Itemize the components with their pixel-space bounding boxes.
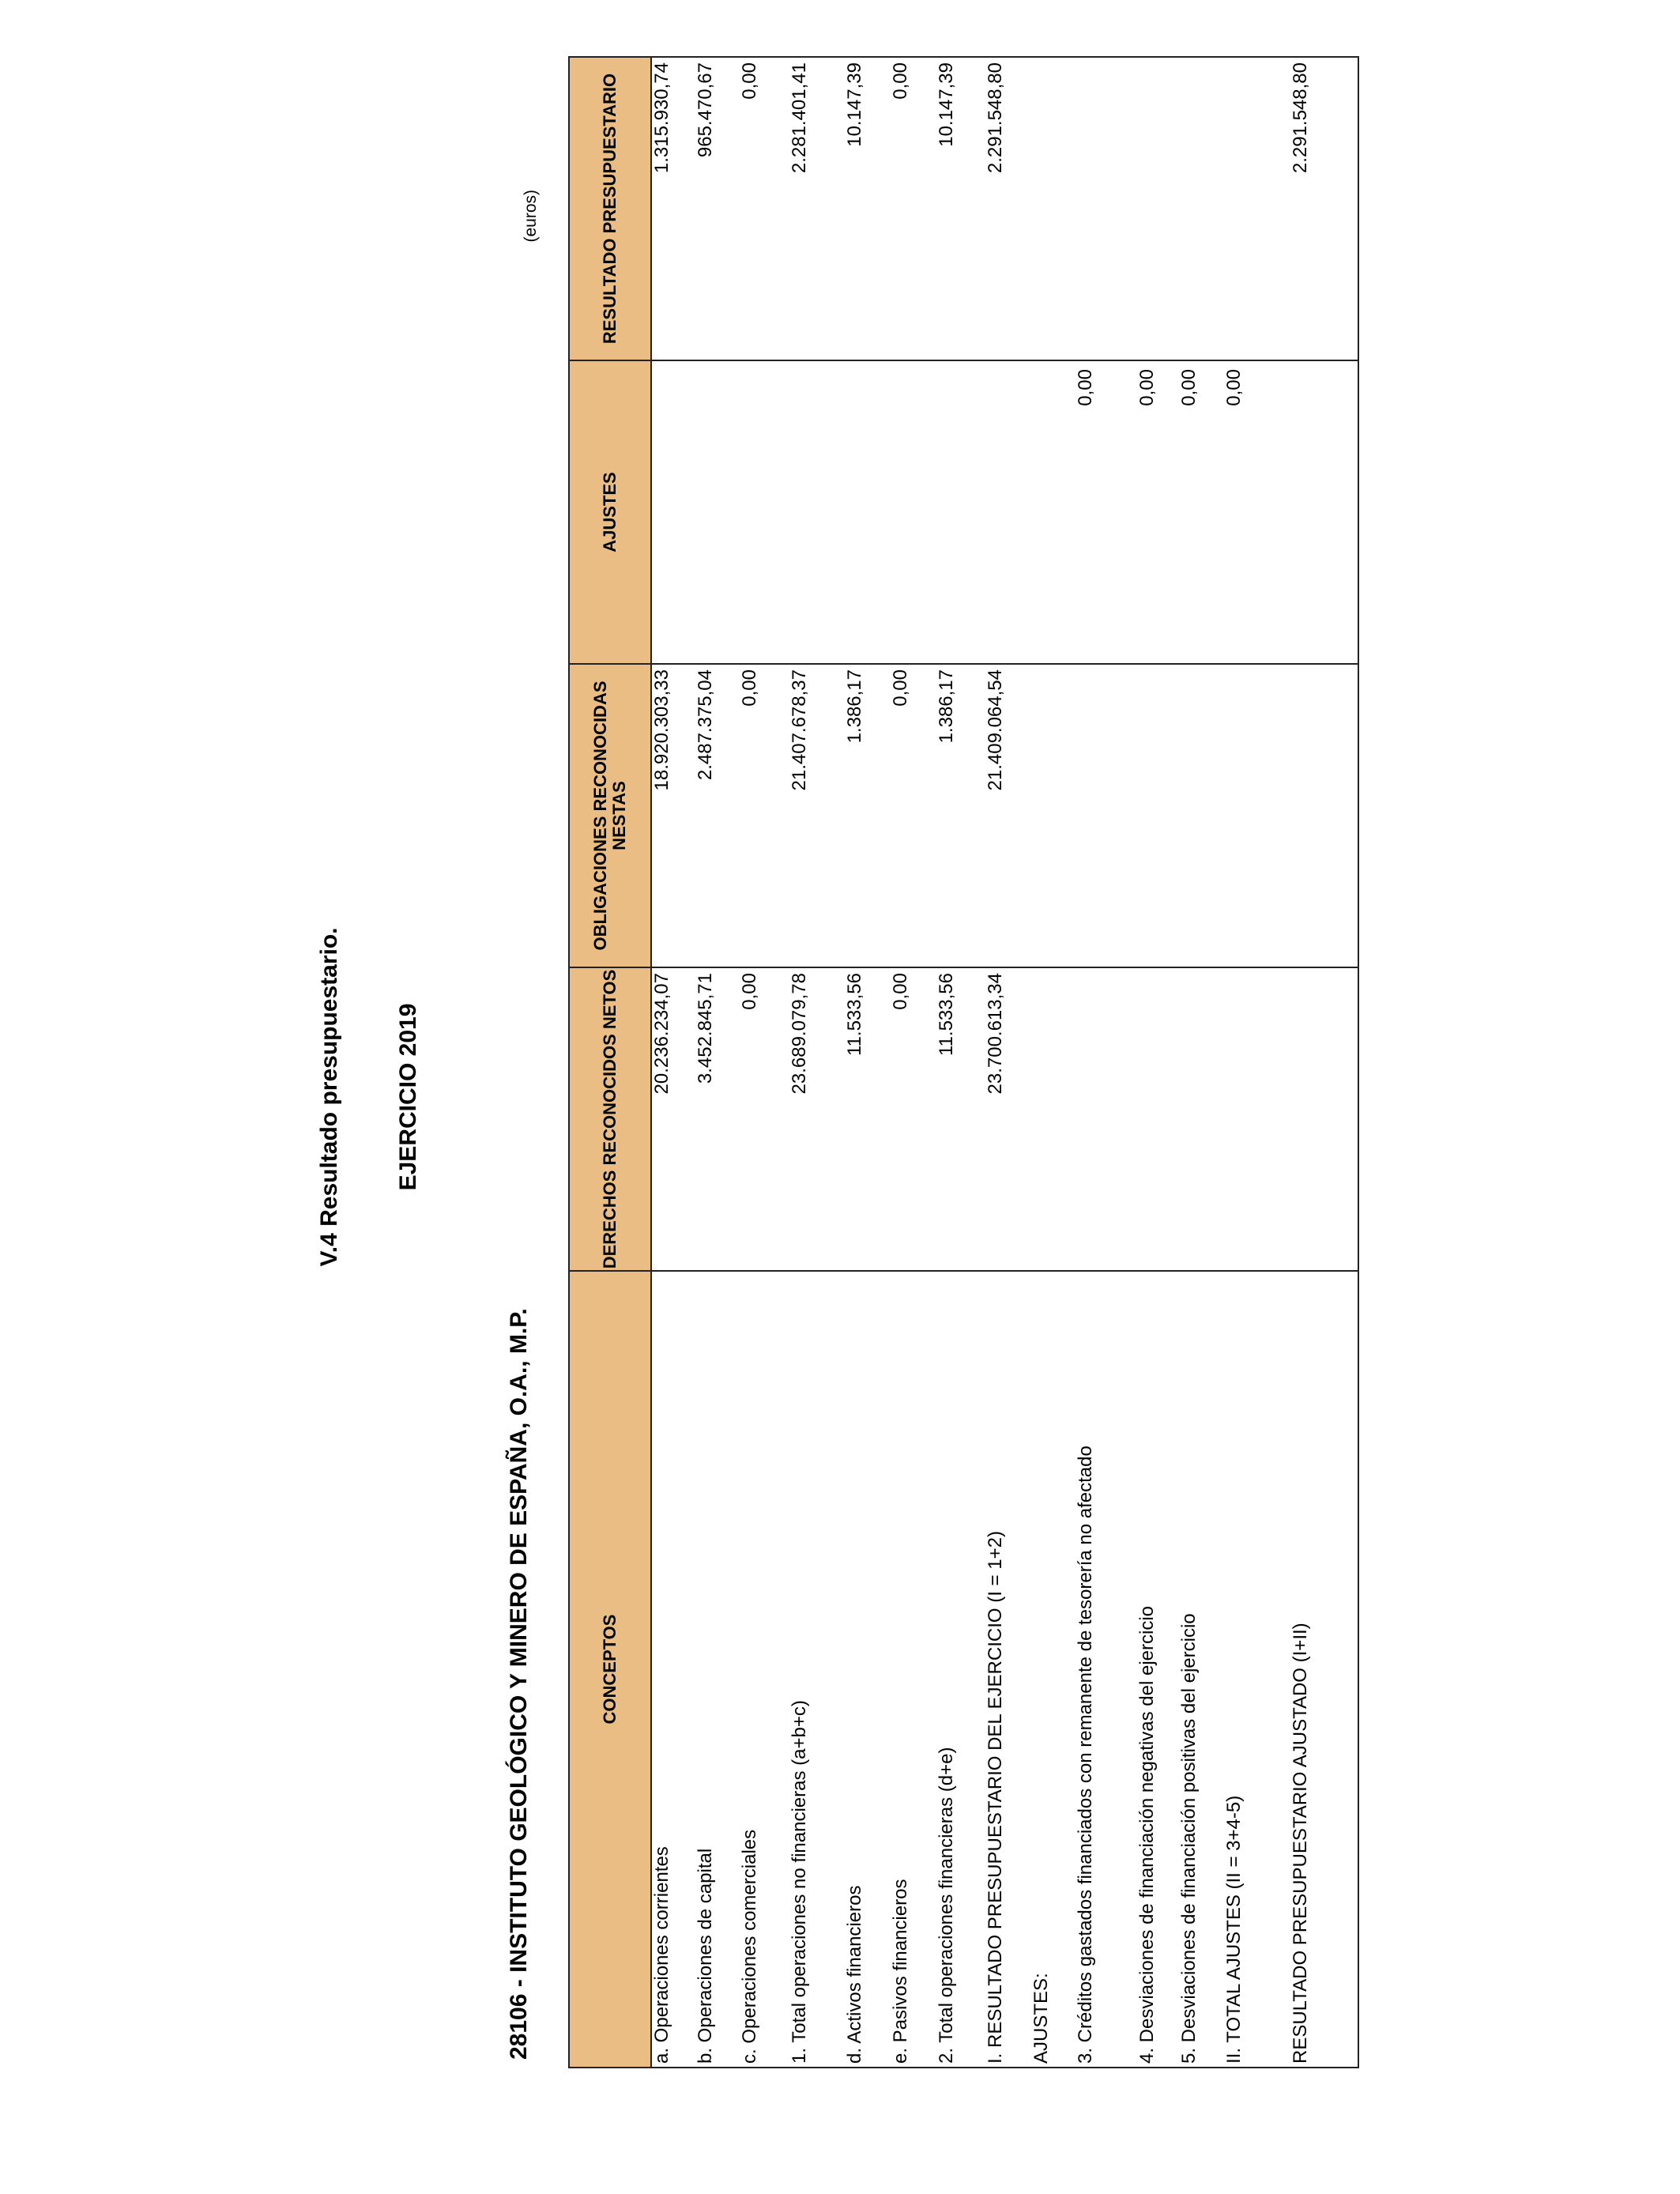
cell-obligaciones: 18.920.303,33: [651, 664, 695, 967]
cell-ajustes: [845, 360, 891, 664]
cell-ajustes: [936, 360, 985, 664]
table-row: [1179, 57, 1224, 2068]
cell-concepto: e. Pasivos financieros: [891, 1271, 936, 2068]
cell-derechos: 11.533,56: [845, 967, 891, 1271]
cell-derechos: 23.700.613,34: [985, 967, 1031, 1271]
cell-resultado: 0,00: [740, 57, 789, 360]
cell-obligaciones: 21.409.064,54: [985, 664, 1031, 967]
table-row: [985, 57, 1031, 2068]
table-row: [651, 57, 695, 2068]
table-row: [1290, 57, 1358, 2068]
cell-concepto: AJUSTES:: [1031, 1271, 1075, 2068]
cell-resultado: [1075, 57, 1137, 360]
cell-resultado: 2.281.401,41: [789, 57, 845, 360]
header-resultado: RESULTADO PRESUPUESTARIO: [569, 57, 651, 360]
cell-ajustes: [891, 360, 936, 664]
cell-derechos: 23.689.079,78: [789, 967, 845, 1271]
cell-derechos: 11.533,56: [936, 967, 985, 1271]
cell-derechos: [1137, 967, 1179, 1271]
cell-concepto: 4. Desviaciones de financiación negativas del ejercicio: [1137, 1271, 1179, 2068]
cell-concepto: b. Operaciones de capital: [695, 1271, 740, 2068]
cell-resultado: 2.291.548,80: [1290, 57, 1358, 360]
cell-resultado: 965.470,67: [695, 57, 740, 360]
cell-resultado: 10.147,39: [936, 57, 985, 360]
table-row: [1137, 57, 1179, 2068]
cell-concepto: c. Operaciones comerciales: [740, 1271, 789, 2068]
cell-derechos: 0,00: [740, 967, 789, 1271]
cell-derechos: [1290, 967, 1358, 1271]
table-row: [695, 57, 740, 2068]
cell-derechos: [1224, 967, 1290, 1271]
cell-obligaciones: [1179, 664, 1224, 967]
cell-concepto: 1. Total operaciones no financieras (a+b+c): [789, 1271, 845, 2068]
cell-obligaciones: 1.386,17: [845, 664, 891, 967]
cell-obligaciones: [1290, 664, 1358, 967]
table-row: [891, 57, 936, 2068]
cell-derechos: [1031, 967, 1075, 1271]
cell-concepto: a. Operaciones corrientes: [651, 1271, 695, 2068]
cell-obligaciones: [1224, 664, 1290, 967]
cell-resultado: 1.315.930,74: [651, 57, 695, 360]
cell-obligaciones: 21.407.678,37: [789, 664, 845, 967]
cell-obligaciones: 0,00: [891, 664, 936, 967]
cell-derechos: 20.236.234,07: [651, 967, 695, 1271]
fiscal-year-title: EJERCICIO 2019: [395, 1003, 421, 1191]
cell-obligaciones: [1075, 664, 1137, 967]
cell-derechos: [1075, 967, 1137, 1271]
cell-ajustes: [1290, 360, 1358, 664]
table-header-row: [569, 57, 651, 2068]
cell-ajustes: [985, 360, 1031, 664]
budget-result-table: [568, 56, 1359, 2068]
cell-concepto: I. RESULTADO PRESUPUESTARIO DEL EJERCICIO (I = 1+2): [985, 1271, 1031, 2068]
entity-heading: 28106 - INSTITUTO GEOLÓGICO Y MINERO DE ESPAÑA, O.A., M.P.: [506, 1308, 532, 2060]
header-derechos: DERECHOS RECONOCIDOS NETOS: [569, 967, 651, 1271]
cell-ajustes: 0,00: [1224, 360, 1290, 664]
cell-concepto: 2. Total operaciones financieras (d+e): [936, 1271, 985, 2068]
cell-resultado: [1179, 57, 1224, 360]
cell-ajustes: [1031, 360, 1075, 664]
cell-concepto: II. TOTAL AJUSTES (II = 3+4-5): [1224, 1271, 1290, 2068]
cell-ajustes: [651, 360, 695, 664]
cell-derechos: 0,00: [891, 967, 936, 1271]
cell-ajustes: [695, 360, 740, 664]
cell-obligaciones: 1.386,17: [936, 664, 985, 967]
cell-resultado: 10.147,39: [845, 57, 891, 360]
cell-obligaciones: [1137, 664, 1179, 967]
currency-unit: (euros): [522, 190, 540, 243]
cell-concepto: d. Activos financieros: [845, 1271, 891, 2068]
cell-concepto: 5. Desviaciones de financiación positivas del ejercicio: [1179, 1271, 1224, 2068]
cell-derechos: 3.452.845,71: [695, 967, 740, 1271]
cell-ajustes: [789, 360, 845, 664]
table-row: [936, 57, 985, 2068]
cell-obligaciones: 0,00: [740, 664, 789, 967]
cell-ajustes: 0,00: [1179, 360, 1224, 664]
table-row: [789, 57, 845, 2068]
cell-resultado: [1031, 57, 1075, 360]
cell-resultado: 2.291.548,80: [985, 57, 1031, 360]
cell-derechos: [1179, 967, 1224, 1271]
cell-concepto: 3. Créditos gastados financiados con remanente de tesorería no afectado: [1075, 1271, 1137, 2068]
header-conceptos: CONCEPTOS: [569, 1271, 651, 2068]
table-row: [1224, 57, 1290, 2068]
cell-resultado: [1137, 57, 1179, 360]
cell-resultado: [1224, 57, 1290, 360]
table-row: [1075, 57, 1137, 2068]
cell-concepto: RESULTADO PRESUPUESTARIO AJUSTADO (I+II): [1290, 1271, 1358, 2068]
header-ajustes: AJUSTES: [569, 360, 651, 664]
table-row: [1031, 57, 1075, 2068]
table-row: [740, 57, 789, 2068]
cell-ajustes: 0,00: [1075, 360, 1137, 664]
cell-resultado: 0,00: [891, 57, 936, 360]
cell-ajustes: [740, 360, 789, 664]
table-row: [845, 57, 891, 2068]
cell-ajustes: 0,00: [1137, 360, 1179, 664]
cell-obligaciones: 2.487.375,04: [695, 664, 740, 967]
header-obligaciones: OBLIGACIONES RECONOCIDAS NESTAS: [569, 664, 651, 967]
cell-obligaciones: [1031, 664, 1075, 967]
page-title: V.4 Resultado presupuestario.: [316, 927, 342, 1267]
